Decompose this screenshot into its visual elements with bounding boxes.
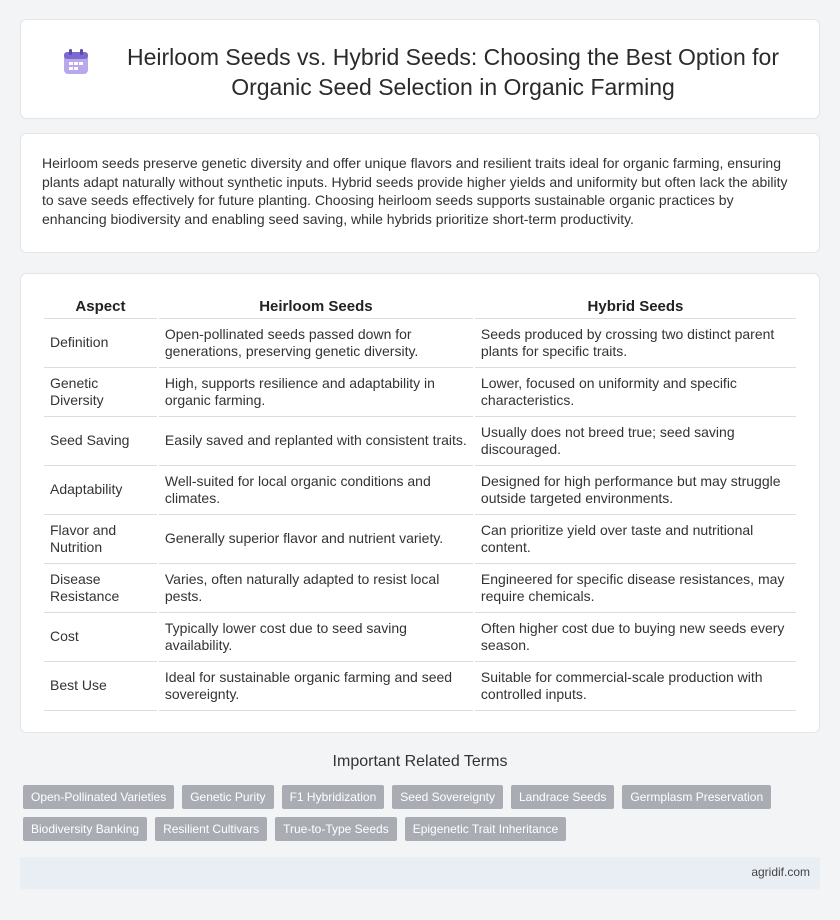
calendar-icon [61, 47, 91, 77]
table-row [44, 417, 796, 466]
comparison-table [42, 296, 798, 711]
footer-site-link[interactable]: agridif.com [751, 865, 810, 879]
header-hybrid: Hybrid Seeds [475, 296, 796, 319]
row-heirloom: Varies, often naturally adapted to resist local pests. [159, 564, 473, 613]
table-row [44, 319, 796, 368]
related-term-tag[interactable]: Genetic Purity [182, 785, 273, 809]
row-heirloom: Generally superior flavor and nutrient variety. [159, 515, 473, 564]
related-term-tag[interactable]: Seed Sovereignty [392, 785, 503, 809]
row-heirloom: Well-suited for local organic conditions and climates. [159, 466, 473, 515]
row-heirloom: Open-pollinated seeds passed down for generations, preserving genetic diversity. [159, 319, 473, 368]
row-heirloom: High, supports resilience and adaptability in organic farming. [159, 368, 473, 417]
row-hybrid: Engineered for specific disease resistances, may require chemicals. [475, 564, 796, 613]
title-card [20, 19, 820, 119]
related-terms-heading: Important Related Terms [332, 753, 508, 770]
header-heirloom: Heirloom Seeds [159, 296, 473, 319]
row-heirloom: Ideal for sustainable organic farming and seed sovereignty. [159, 662, 473, 711]
related-terms-list [23, 785, 783, 841]
row-hybrid: Suitable for commercial-scale production with controlled inputs. [475, 662, 796, 711]
row-hybrid: Usually does not breed true; seed saving discouraged. [475, 417, 796, 466]
row-aspect: Genetic Diversity [44, 368, 157, 417]
row-aspect: Seed Saving [44, 417, 157, 466]
title-wrap [61, 42, 799, 102]
page-title: Heirloom Seeds vs. Hybrid Seeds: Choosing the Best Option for Organic Seed Selection in Organic Farming [127, 44, 779, 100]
row-hybrid: Lower, focused on uniformity and specific characteristics. [475, 368, 796, 417]
table-row [44, 662, 796, 711]
table-header-row [44, 296, 796, 319]
row-aspect: Best Use [44, 662, 157, 711]
row-aspect: Adaptability [44, 466, 157, 515]
row-aspect: Flavor and Nutrition [44, 515, 157, 564]
table-row [44, 613, 796, 662]
related-term-tag[interactable]: Landrace Seeds [511, 785, 614, 809]
row-heirloom: Easily saved and replanted with consistent traits. [159, 417, 473, 466]
table-row [44, 564, 796, 613]
row-aspect: Disease Resistance [44, 564, 157, 613]
related-term-tag[interactable]: F1 Hybridization [282, 785, 385, 809]
related-term-tag[interactable]: Germplasm Preservation [622, 785, 771, 809]
row-hybrid: Seeds produced by crossing two distinct parent plants for specific traits. [475, 319, 796, 368]
summary-text: Heirloom seeds preserve genetic diversity and offer unique flavors and resilient traits ideal for organic farming, ensuring plants adapt naturally without synthetic inputs. Hybrid seeds provide higher yields and uniformity but often lack the ability to save seeds effectively for future planting. Choosing heirloom seeds supports sustainable organic practices by enhancing biodiversity and enabling seed saving, while hybrids prioritize short-term productivity. [42, 155, 788, 227]
related-term-tag[interactable]: Epigenetic Trait Inheritance [405, 817, 566, 841]
row-hybrid: Can prioritize yield over taste and nutritional content. [475, 515, 796, 564]
row-aspect: Definition [44, 319, 157, 368]
summary-card [20, 133, 820, 253]
related-term-tag[interactable]: True-to-Type Seeds [275, 817, 397, 841]
row-hybrid: Often higher cost due to buying new seeds every season. [475, 613, 796, 662]
row-hybrid: Designed for high performance but may struggle outside targeted environments. [475, 466, 796, 515]
row-aspect: Cost [44, 613, 157, 662]
related-term-tag[interactable]: Open-Pollinated Varieties [23, 785, 174, 809]
table-row [44, 466, 796, 515]
footer [20, 857, 820, 889]
comparison-card [20, 273, 820, 733]
row-heirloom: Typically lower cost due to seed saving availability. [159, 613, 473, 662]
related-term-tag[interactable]: Resilient Cultivars [155, 817, 267, 841]
related-term-tag[interactable]: Biodiversity Banking [23, 817, 147, 841]
table-row [44, 368, 796, 417]
header-aspect: Aspect [44, 296, 157, 319]
table-row [44, 515, 796, 564]
